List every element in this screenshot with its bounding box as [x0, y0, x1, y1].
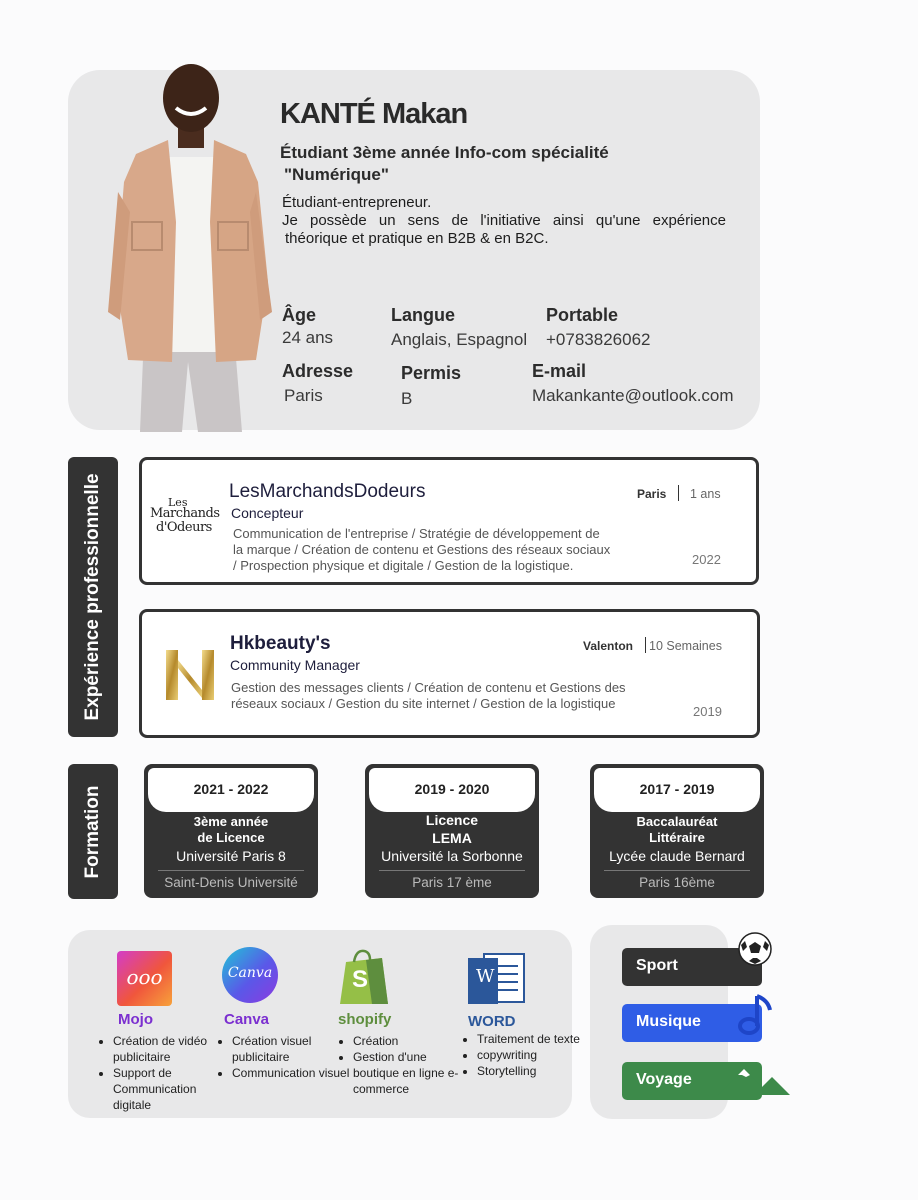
job-description	[231, 680, 681, 712]
skill-name: Mojo	[118, 1011, 153, 1028]
education-title-line: 3ème année	[193, 814, 269, 829]
age-label: Âge	[282, 305, 317, 325]
education-title-line: de Licence	[197, 830, 265, 845]
skill-name: WORD	[468, 1013, 516, 1030]
skill-name: shopify	[338, 1011, 392, 1028]
summary-line-3: théorique et pratique en B2B & en B2C.	[285, 230, 549, 247]
canva-logo-icon	[222, 947, 278, 1003]
job-description	[233, 526, 653, 574]
education-years: 2017 - 2019	[639, 781, 715, 797]
soccer-ball-icon	[737, 931, 773, 967]
skill-item: • Storytelling	[477, 1063, 581, 1079]
job-description-line: Communication de l'entreprise / Stratégie de développement de	[233, 526, 600, 541]
skill-name: Canva	[224, 1011, 270, 1028]
email-value: Makankante@outlook.com	[532, 386, 734, 405]
formation-section-label	[68, 764, 118, 899]
separator	[678, 485, 679, 501]
headline-line-2: "Numérique"	[284, 165, 389, 184]
headline	[280, 142, 720, 186]
skill-item: • Support de Communication digitale	[113, 1065, 231, 1113]
skill-item: • Traitement de texte	[477, 1031, 581, 1047]
education-location: Paris 16ème	[639, 875, 715, 890]
education-title-line: Littéraire	[649, 830, 705, 845]
education-header	[594, 768, 760, 812]
education-card	[144, 764, 318, 898]
education-header	[369, 768, 535, 812]
education-years: 2021 - 2022	[193, 781, 269, 797]
education-title	[144, 814, 318, 864]
profile-summary	[282, 194, 726, 248]
phone-label: Portable	[546, 305, 619, 325]
license-label: Permis	[401, 363, 462, 383]
job-description-line: Gestion des messages clients / Création de contenu et Gestions des	[231, 680, 626, 695]
hkbeauty-logo-icon	[162, 648, 218, 702]
experience-heading: Expérience professionnelle	[82, 473, 103, 721]
hobby-label: Sport	[636, 957, 678, 974]
age-value: 24 ans	[282, 328, 334, 347]
education-school: Université la Sorbonne	[381, 848, 523, 864]
logo-text-les: Les	[168, 496, 188, 509]
headline-line-1: Étudiant 3ème année Info-com spécialité	[280, 143, 609, 162]
word-logo-letter: W	[476, 966, 495, 987]
education-title	[590, 814, 764, 864]
skill-list	[461, 1031, 581, 1079]
job-description-line: / Prospection physique et digitale / Gestion de la logistique.	[233, 558, 574, 573]
address-value: Paris	[284, 386, 323, 405]
music-note-icon	[738, 992, 774, 1036]
mountain-icon	[718, 1063, 790, 1097]
logo-text-odeurs: d'Odeurs	[156, 520, 212, 535]
job-duration: 10 Semaines	[649, 639, 722, 653]
job-location: Paris	[637, 487, 667, 501]
education-card	[590, 764, 764, 898]
summary-line-2: Je possède un sens de l'initiative ainsi qu'une expérience	[282, 212, 726, 229]
license-value: B	[401, 389, 413, 408]
education-header	[148, 768, 314, 812]
formation-heading: Formation	[82, 785, 103, 878]
mojo-logo-icon	[117, 951, 172, 1006]
lesmarchands-logo	[150, 496, 226, 542]
experience-card	[139, 609, 760, 738]
skill-list	[216, 1033, 350, 1081]
job-location: Valenton	[583, 639, 634, 653]
skill-item: • Création visuel publicitaire	[232, 1033, 350, 1065]
education-school: Université Paris 8	[176, 848, 286, 864]
skill-list	[337, 1033, 471, 1097]
skill-item: • copywriting	[477, 1047, 581, 1063]
skill-item: • Communication visuel	[232, 1065, 350, 1081]
canva-logo-text: Canva	[227, 965, 273, 981]
company-name: LesMarchandsDodeurs	[229, 481, 426, 502]
job-year: 2022	[692, 552, 721, 567]
education-title	[365, 811, 539, 865]
phone-value: +0783826062	[546, 330, 651, 349]
email-label: E-mail	[532, 361, 587, 381]
separator	[645, 637, 646, 653]
mojo-logo-text: ooo	[126, 965, 163, 989]
company-name: Hkbeauty's	[230, 633, 331, 654]
job-role: Community Manager	[230, 657, 360, 673]
language-label: Langue	[391, 305, 456, 325]
education-location: Saint-Denis Université	[164, 875, 298, 890]
skill-item: • Gestion d'une boutique en ligne e-commerce	[353, 1049, 471, 1097]
logo-text-marchands: Marchands	[150, 506, 220, 521]
education-school: Lycée claude Bernard	[609, 848, 745, 864]
experience-section-label	[68, 457, 118, 737]
full-name: KANTÉ Makan	[280, 98, 468, 130]
skill-item: • Création de vidéo publicitaire	[113, 1033, 231, 1065]
shopify-logo-letter: S	[352, 966, 369, 993]
education-title-line: Licence	[425, 812, 479, 828]
job-description-line: la marque / Création de contenu et Gestions des réseaux sociaux	[233, 542, 611, 557]
divider	[379, 870, 525, 871]
job-duration: 1 ans	[690, 487, 721, 501]
hobby-label: Musique	[636, 1013, 701, 1030]
education-title-line: Baccalauréat	[636, 814, 718, 829]
hobby-label: Voyage	[636, 1071, 692, 1088]
profile-photo	[106, 62, 276, 432]
language-value: Anglais, Espagnol	[391, 330, 528, 349]
address-label: Adresse	[282, 361, 354, 381]
divider	[604, 870, 750, 871]
education-card	[365, 764, 539, 898]
summary-line-1: Étudiant-entrepreneur.	[282, 194, 432, 211]
job-description-line: réseaux sociaux / Gestion du site internet / Gestion de la logistique	[231, 696, 616, 711]
divider	[158, 870, 304, 871]
job-role: Concepteur	[231, 505, 304, 521]
job-year: 2019	[693, 704, 722, 719]
skill-item: • Création	[353, 1033, 471, 1049]
experience-card	[139, 457, 759, 585]
education-title-line: LEMA	[432, 830, 472, 846]
skill-list	[97, 1033, 231, 1113]
education-location: Paris 17 ème	[412, 875, 492, 890]
education-years: 2019 - 2020	[414, 781, 490, 797]
